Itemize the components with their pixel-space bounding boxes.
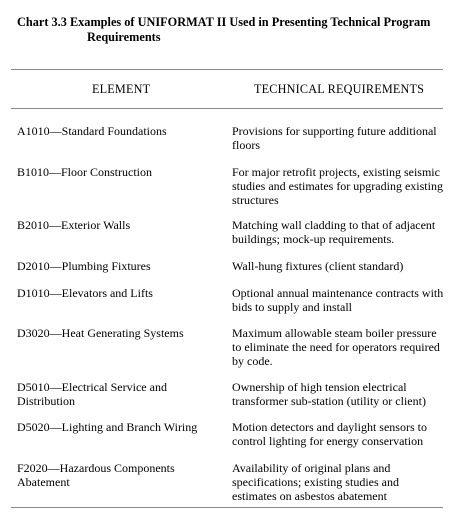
technical-requirement-cell: For major retrofit projects, existing seismic studies and estimates for upgrading existing structures (232, 165, 443, 208)
chart-title-line-1: Chart 3.3 Examples of UNIFORMAT II Used in Presenting Technical Program (17, 15, 431, 29)
technical-requirement-cell: Maximum allowable steam boiler pressure to eliminate the need for operators required by code. (232, 326, 440, 369)
technical-requirement-cell: Provisions for supporting future additional floors (232, 124, 437, 153)
table-bottom-rule (11, 507, 443, 508)
element-cell: B2010—Exterior Walls (17, 218, 131, 232)
column-header-element: ELEMENT (92, 82, 151, 96)
technical-requirement-cell: Availability of original plans and specifications; existing studies and estimates on asbestos abatement (232, 461, 399, 504)
element-cell: D5010—Electrical Service and Distribution (17, 380, 167, 409)
chart-title (17, 15, 447, 44)
element-cell: B1010—Floor Construction (17, 165, 153, 179)
table-header-rule (11, 108, 443, 109)
technical-requirement-cell: Matching wall cladding to that of adjacent buildings; mock-up requirements. (232, 218, 436, 247)
table-top-rule (11, 69, 443, 70)
element-cell: D3020—Heat Generating Systems (17, 326, 184, 340)
element-cell: F2020—Hazardous Components Abatement (17, 461, 175, 490)
technical-requirement-cell: Motion detectors and daylight sensors to control lighting for energy conservation (232, 420, 427, 449)
column-header-technical-requirements: TECHNICAL REQUIREMENTS (254, 82, 425, 96)
technical-requirement-cell: Optional annual maintenance contracts with bids to supply and install (232, 286, 444, 315)
technical-requirement-cell: Wall-hung fixtures (client standard) (232, 259, 404, 273)
element-cell: D5020—Lighting and Branch Wiring (17, 420, 198, 434)
chart-title-line-2: Requirements (87, 29, 161, 44)
element-cell: A1010—Standard Foundations (17, 124, 167, 138)
element-cell: D1010—Elevators and Lifts (17, 286, 153, 300)
element-cell: D2010—Plumbing Fixtures (17, 259, 151, 273)
technical-requirement-cell: Ownership of high tension electrical transformer sub-station (utility or client) (232, 380, 426, 409)
